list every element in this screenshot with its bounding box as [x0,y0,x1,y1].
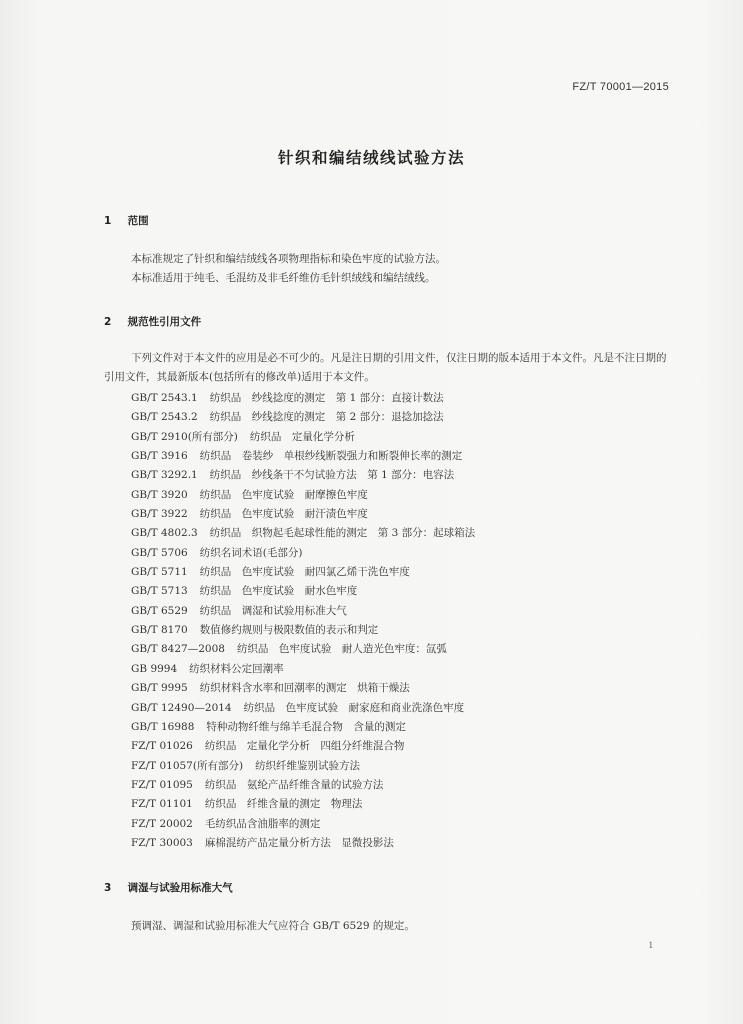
reference-title: 纺织品 色牢度试验 耐摩擦色牢度 [199,488,368,501]
reference-title: 纺织品 纱线条干不匀试验方法 第 1 部分：电容法 [209,469,455,482]
reference-item [131,815,475,834]
reference-item [131,699,475,718]
section-title: 范围 [127,215,149,227]
reference-code: GB 9994 [131,662,178,675]
reference-title: 纺织品 定量化学分析 四组分纤维混合物 [204,740,405,753]
reference-item [131,602,475,621]
reference-code: GB/T 2543.1 [131,392,198,404]
reference-code: GB/T 5706 [131,546,188,559]
reference-item [131,486,475,505]
reference-title: 纺织名词术语(毛部分) [199,546,303,559]
reference-title: 纺织材料含水率和回潮率的测定 烘箱干燥法 [199,682,410,695]
reference-code: GB/T 8170 [131,624,188,637]
reference-title: 纺织品 色牢度试验 耐家庭和商业洗涤色牢度 [243,701,465,714]
reference-code: GB/T 9995 [131,682,188,695]
scope-paragraph: 本标准适用于纯毛、毛混纺及非毛纤维仿毛针织绒线和编结绒线。 [131,272,436,284]
reference-title: 纺织品 调湿和试验用标准大气 [199,604,347,617]
section-heading [104,213,149,228]
reference-title: 特种动物纤维与绵羊毛混合物 含量的测定 [206,720,406,733]
reference-list [131,389,475,853]
reference-item [131,505,475,524]
reference-code: FZ/T 30003 [131,836,193,849]
section-heading [104,314,201,329]
section-number: 1 [104,215,112,227]
reference-title: 数值修约规则与极限数值的表示和判定 [199,624,379,637]
reference-title: 纺织材料公定回潮率 [189,662,284,675]
reference-item [131,737,475,756]
reference-item [131,795,475,814]
reference-item [131,389,475,408]
reference-code: FZ/T 01026 [131,740,193,753]
reference-title: 纺织品 织物起毛起球性能的测定 第 3 部分：起球箱法 [209,527,476,540]
reference-code: GB/T 2543.2 [131,411,198,424]
section-number: 3 [104,882,112,894]
reference-code: GB/T 6529 [131,604,188,617]
reference-code: GB/T 5711 [131,566,188,579]
reference-code: GB/T 2910(所有部分) [131,430,238,443]
reference-item [131,408,475,427]
reference-item [131,834,475,853]
reference-code: FZ/T 01095 [131,778,193,791]
reference-title: 麻棉混纺产品定量分析方法 显微投影法 [204,836,394,849]
reference-title: 纺织品 定量化学分析 [249,430,355,443]
reference-code: GB/T 5713 [131,585,188,598]
reference-item [131,544,475,563]
reference-title: 纺织品 色牢度试验 耐四氯乙烯干洗色牢度 [199,566,410,579]
reference-title: 纺织品 纤维含量的测定 物理法 [204,798,363,811]
reference-title: 纺织品 色牢度试验 耐人造光色牢度：氙弧 [236,643,447,656]
scope-paragraph: 本标准规定了针织和编结绒线各项物理指标和染色牢度的试验方法。 [131,253,446,265]
reference-code: GB/T 3922 [131,508,188,521]
reference-item [131,524,475,543]
reference-item [131,776,475,795]
atmosphere-paragraph: 预调湿、调湿和试验用标准大气应符合 GB/T 6529 的规定。 [131,920,415,932]
standard-code: FZ/T 70001—2015 [572,81,669,93]
references-intro: 下列文件对于本文件的应用是必不可少的。凡是注日期的引用文件，仅注日期的版本适用于本文件。凡是不注日期的引用文件，其最新版本(包括所有的修改单)适用于本文件。 [104,352,667,383]
reference-item [131,447,475,466]
reference-item [131,718,475,737]
reference-item [131,679,475,698]
reference-code: GB/T 3920 [131,488,188,501]
section-title: 规范性引用文件 [127,316,202,328]
reference-code: GB/T 12490—2014 [131,701,232,714]
reference-title: 纺织品 纱线捻度的测定 第 2 部分：退捻加捻法 [209,411,444,424]
reference-title: 纺织品 色牢度试验 耐汗渍色牢度 [199,508,368,521]
document-title: 针织和编结绒线试验方法 [277,149,465,167]
reference-title: 毛纺织品含油脂率的测定 [204,817,321,830]
page-number: 1 [648,940,653,950]
reference-item [131,660,475,679]
reference-code: FZ/T 01101 [131,798,193,811]
reference-item [131,466,475,485]
reference-item [131,621,475,640]
reference-item [131,428,475,447]
section-title: 调湿与试验用标准大气 [127,882,233,894]
reference-title: 纺织品 色牢度试验 耐水色牢度 [199,585,358,598]
reference-code: GB/T 3916 [131,450,188,463]
reference-title: 纺织品 氨纶产品纤维含量的试验方法 [204,778,384,791]
section-number: 2 [104,316,112,328]
reference-item [131,757,475,776]
reference-code: GB/T 8427—2008 [131,643,225,656]
reference-code: GB/T 4802.3 [131,527,198,540]
reference-code: GB/T 16988 [131,720,195,733]
reference-title: 纺织品 纱线捻度的测定 第 1 部分：直接计数法 [209,392,444,404]
reference-item [131,640,475,659]
reference-title: 纺织品 卷装纱 单根纱线断裂强力和断裂伸长率的测定 [199,450,463,463]
reference-item [131,563,475,582]
reference-title: 纺织纤维鉴别试验方法 [255,759,361,772]
reference-code: GB/T 3292.1 [131,469,198,482]
section-heading [104,880,233,895]
reference-item [131,582,475,601]
reference-code: FZ/T 20002 [131,817,193,830]
reference-code: FZ/T 01057(所有部分) [131,759,244,772]
